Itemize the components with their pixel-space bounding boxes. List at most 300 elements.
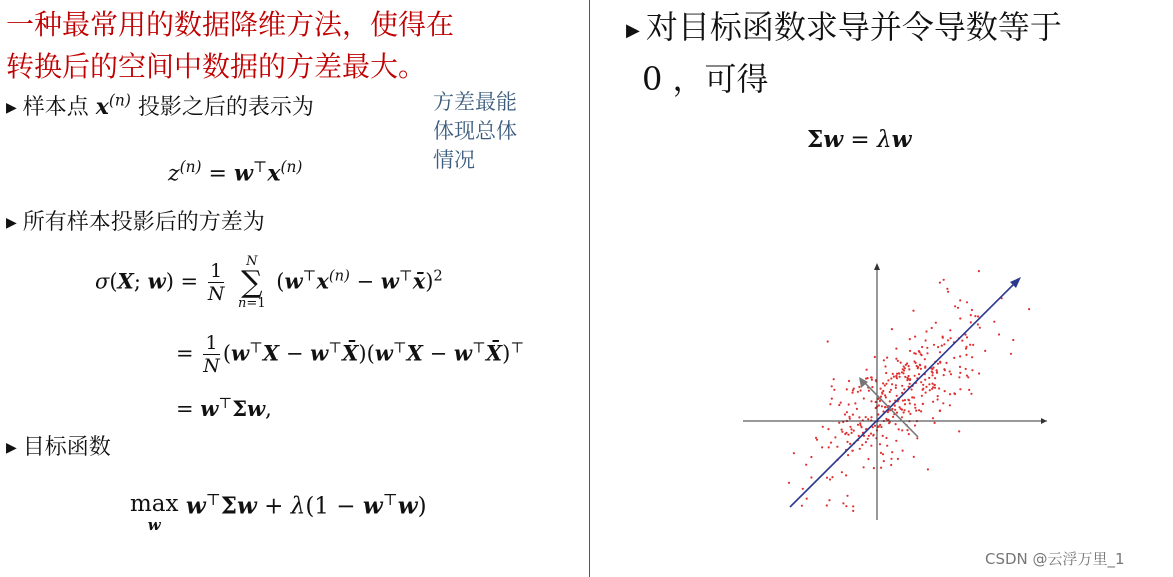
scatter-point	[945, 362, 947, 364]
scatter-point	[953, 357, 955, 359]
scatter-point	[921, 395, 923, 397]
scatter-point	[934, 422, 936, 424]
scatter-point	[805, 464, 807, 466]
scatter-point	[861, 426, 863, 428]
scatter-point	[884, 406, 886, 408]
scatter-point	[942, 402, 944, 404]
scatter-point	[908, 375, 910, 377]
scatter-point	[845, 474, 847, 476]
scatter-point	[966, 301, 968, 303]
bullet-sample-prefix: 样本点	[22, 95, 96, 120]
scatter-point	[903, 369, 905, 371]
scatter-point	[793, 452, 795, 454]
scatter-point	[908, 410, 910, 412]
scatter-point	[904, 376, 906, 378]
scatter-point	[858, 416, 860, 418]
scatter-point	[875, 401, 877, 403]
scatter-point	[932, 386, 934, 388]
scatter-point	[904, 399, 906, 401]
scatter-point	[858, 435, 860, 437]
intro-line-2: 转换后的空间中数据的方差最大。	[6, 50, 427, 83]
right-bullet	[626, 4, 1062, 102]
scatter-point	[932, 417, 934, 419]
x-axis-arrow-icon	[1041, 418, 1047, 424]
scatter-point	[1012, 339, 1014, 341]
scatter-point	[883, 460, 885, 462]
scatter-point	[914, 375, 916, 377]
scatter-point	[858, 386, 860, 388]
scatter-point	[889, 391, 891, 393]
scatter-point	[895, 358, 897, 360]
scatter-point	[924, 358, 926, 360]
scatter-point	[821, 446, 823, 448]
scatter-point	[921, 354, 923, 356]
scatter-point	[879, 424, 881, 426]
scatter-point	[925, 392, 927, 394]
scatter-point	[880, 467, 882, 469]
scatter-point	[898, 428, 900, 430]
variance-formula-line-1: σ(X; w) = $\frac{1}{N}$ N ∑ n=1 ($w^⊤x^{(n)}$ − w⊤x̄)$^2$	[95, 254, 443, 311]
scatter-point	[854, 402, 856, 404]
scatter-point	[959, 355, 961, 357]
eigen-equation: Σw = λw	[807, 126, 912, 153]
intro-line-1: 一种最常用的数据降维方法，使得在	[6, 8, 455, 41]
scatter-point	[878, 426, 880, 428]
scatter-point	[865, 441, 867, 443]
scatter-point	[932, 401, 934, 403]
scatter-point	[895, 440, 897, 442]
scatter-point	[846, 388, 848, 390]
scatter-point	[901, 416, 903, 418]
scatter-point	[806, 498, 808, 500]
scatter-point	[842, 502, 844, 504]
scatter-point	[919, 364, 921, 366]
scatter-point	[954, 305, 956, 307]
scatter-point	[949, 404, 951, 406]
scatter-point	[913, 456, 915, 458]
scatter-point	[916, 365, 918, 367]
scatter-point	[857, 391, 859, 393]
scatter-point	[890, 377, 892, 379]
scatter-point	[852, 389, 854, 391]
scatter-point	[831, 385, 833, 387]
scatter-point	[852, 414, 854, 416]
scatter-point	[898, 372, 900, 374]
scatter-point	[926, 352, 928, 354]
scatter-point	[841, 429, 843, 431]
scatter-point	[848, 403, 850, 405]
scatter-point	[914, 407, 916, 409]
scatter-point	[911, 388, 913, 390]
right-bullet-line-1	[626, 4, 1062, 56]
scatter-point	[939, 282, 941, 284]
scatter-point	[925, 339, 927, 341]
scatter-point	[815, 437, 817, 439]
scatter-point	[937, 363, 939, 365]
scatter-point	[943, 279, 945, 281]
scatter-point	[954, 393, 956, 395]
scatter-point	[1028, 308, 1030, 310]
scatter-point	[906, 379, 908, 381]
scatter-point	[959, 317, 961, 319]
scatter-point	[894, 405, 896, 407]
scatter-point	[816, 439, 818, 441]
scatter-point	[908, 365, 910, 367]
scatter-point	[939, 351, 941, 353]
scatter-point	[873, 434, 875, 436]
bullet-sample-projection	[6, 90, 314, 121]
scatter-point	[965, 354, 967, 356]
scatter-point	[961, 340, 963, 342]
scatter-point	[884, 394, 886, 396]
scatter-point	[959, 299, 961, 301]
scatter-point	[885, 372, 887, 374]
scatter-point	[838, 422, 840, 424]
scatter-point	[947, 291, 949, 293]
scatter-point	[944, 390, 946, 392]
scatter-point	[974, 315, 976, 317]
scatter-point	[851, 450, 853, 452]
scatter-point	[810, 476, 812, 478]
scatter-point	[874, 425, 876, 427]
scatter-point	[827, 340, 829, 342]
scatter-point	[977, 323, 979, 325]
scatter-point	[944, 369, 946, 371]
scatter-point	[802, 488, 804, 490]
variance-formula-line-2: = $\frac{1}{N}$ (w⊤X − w⊤X̄)(w⊤X − w⊤X̄)⊤	[176, 332, 525, 377]
scatter-point	[970, 321, 972, 323]
scatter-point	[901, 371, 903, 373]
scatter-point	[828, 499, 830, 501]
scatter-point	[863, 397, 865, 399]
scatter-point	[943, 374, 945, 376]
scatter-point	[840, 402, 842, 404]
scatter-point	[971, 369, 973, 371]
scatter-point	[922, 388, 924, 390]
scatter-point	[984, 350, 986, 352]
side-note-line-2: 体现总体	[433, 119, 517, 143]
scatter-point	[912, 310, 914, 312]
scatter-point	[887, 379, 889, 381]
scatter-point	[801, 505, 803, 507]
scatter-point	[889, 400, 891, 402]
scatter-point	[931, 383, 933, 385]
scatter-point	[841, 471, 843, 473]
scatter-point	[937, 346, 939, 348]
scatter-point	[938, 387, 940, 389]
scatter-point	[971, 356, 973, 358]
bullet-arrow-icon: ▶	[626, 20, 640, 41]
scatter-point	[937, 398, 939, 400]
scatter-point	[934, 377, 936, 379]
scatter-point	[886, 445, 888, 447]
scatter-point	[841, 431, 843, 433]
scatter-point	[915, 353, 917, 355]
projection-formula: $z^{(n)} = w^⊤x^{(n)}$	[168, 158, 303, 187]
scatter-point	[826, 477, 828, 479]
scatter-point	[978, 270, 980, 272]
scatter-point	[935, 322, 937, 324]
scatter-point	[833, 389, 835, 391]
scatter-point	[943, 343, 945, 345]
scatter-point	[895, 387, 897, 389]
scatter-point	[939, 362, 941, 364]
scatter-point	[914, 424, 916, 426]
scatter-point	[845, 432, 847, 434]
scatter-point	[838, 404, 840, 406]
scatter-point	[882, 435, 884, 437]
scatter-point	[959, 366, 961, 368]
scatter-point	[942, 337, 944, 339]
principal-axis-line	[790, 281, 1017, 507]
scatter-point	[870, 433, 872, 435]
scatter-point	[859, 448, 861, 450]
scatter-point	[885, 383, 887, 385]
scatter-point	[822, 426, 824, 428]
scatter-point	[845, 505, 847, 507]
scatter-point	[871, 386, 873, 388]
scatter-point	[911, 396, 913, 398]
scatter-point	[849, 426, 851, 428]
scatter-point	[903, 411, 905, 413]
pca-scatter-figure	[735, 255, 1055, 530]
scatter-point	[895, 384, 897, 386]
scatter-point	[904, 409, 906, 411]
scatter-point	[978, 372, 980, 374]
scatter-point	[901, 385, 903, 387]
column-divider	[589, 0, 590, 577]
scatter-point	[925, 330, 927, 332]
scatter-point	[906, 362, 908, 364]
scatter-point	[870, 416, 872, 418]
scatter-point	[918, 350, 920, 352]
scatter-point	[846, 441, 848, 443]
scatter-point	[909, 413, 911, 415]
scatter-point	[934, 384, 936, 386]
scatter-point	[965, 368, 967, 370]
scatter-point	[880, 452, 882, 454]
scatter-point	[936, 369, 938, 371]
scatter-point	[867, 458, 869, 460]
scatter-point	[970, 393, 972, 395]
side-note-line-3: 情况	[433, 148, 475, 172]
scatter-point	[850, 428, 852, 430]
scatter-point	[847, 454, 849, 456]
scatter-point	[830, 442, 832, 444]
scatter-point	[828, 446, 830, 448]
bullet-arrow-icon: ▶	[6, 215, 17, 231]
scatter-point	[1010, 353, 1012, 355]
scatter-point	[880, 396, 882, 398]
scatter-point	[834, 436, 836, 438]
scatter-point	[867, 418, 869, 420]
scatter-point	[915, 410, 917, 412]
scatter-point	[928, 377, 930, 379]
scatter-point	[829, 403, 831, 405]
scatter-point	[831, 476, 833, 478]
scatter-point	[900, 362, 902, 364]
scatter-point	[859, 422, 861, 424]
scatter-point	[886, 357, 888, 359]
scatter-point	[902, 400, 904, 402]
scatter-point	[914, 404, 916, 406]
scatter-point	[949, 329, 951, 331]
scatter-point	[846, 495, 848, 497]
scatter-point	[847, 434, 849, 436]
math-x-n: $x^{(n)}$	[95, 91, 131, 120]
scatter-point	[880, 388, 882, 390]
scatter-point	[879, 443, 881, 445]
scatter-point	[881, 392, 883, 394]
side-note-line-1: 方差最能	[433, 90, 517, 114]
scatter-point	[957, 307, 959, 309]
variance-formula-line-3: = w⊤Σw,	[176, 395, 272, 421]
scatter-point	[959, 388, 961, 390]
scatter-point	[853, 430, 855, 432]
scatter-point	[867, 438, 869, 440]
scatter-point	[892, 373, 894, 375]
scatter-point	[851, 432, 853, 434]
scatter-point	[909, 350, 911, 352]
scatter-point	[848, 416, 850, 418]
scatter-point	[909, 338, 911, 340]
scatter-point	[890, 389, 892, 391]
scatter-point	[970, 314, 972, 316]
scatter-point	[857, 424, 859, 426]
scatter-point	[852, 510, 854, 512]
scatter-point	[929, 389, 931, 391]
scatter-point	[903, 365, 905, 367]
scatter-point	[993, 321, 995, 323]
scatter-point	[914, 336, 916, 338]
scatter-point	[844, 413, 846, 415]
scatter-point	[920, 368, 922, 370]
scatter-point	[846, 411, 848, 413]
scatter-point	[829, 478, 831, 480]
scatter-point	[918, 409, 920, 411]
scatter-point	[922, 384, 924, 386]
scatter-point	[865, 416, 867, 418]
scatter-point	[888, 422, 890, 424]
scatter-point	[971, 309, 973, 311]
scatter-point	[924, 379, 926, 381]
scatter-point	[897, 360, 899, 362]
scatter-point	[959, 372, 961, 374]
scatter-point	[881, 405, 883, 407]
scatter-point	[871, 379, 873, 381]
right-bullet-line-2: 0 ，可得	[642, 60, 769, 98]
scatter-point	[917, 367, 919, 369]
scatter-point	[965, 346, 967, 348]
scatter-point	[969, 344, 971, 346]
scatter-point	[998, 333, 1000, 335]
scatter-point	[884, 365, 886, 367]
scatter-point	[937, 395, 939, 397]
scatter-point	[890, 458, 892, 460]
scatter-point	[827, 428, 829, 430]
scatter-point	[977, 315, 979, 317]
scatter-point	[941, 345, 943, 347]
objective-formula: max w w⊤Σw + λ(1 − w⊤w)	[130, 490, 427, 534]
scatter-point	[883, 359, 885, 361]
scatter-point	[950, 337, 952, 339]
scatter-point	[922, 403, 924, 405]
scatter-point	[949, 393, 951, 395]
scatter-point	[931, 374, 933, 376]
scatter-point	[934, 387, 936, 389]
scatter-point	[868, 390, 870, 392]
scatter-point	[897, 458, 899, 460]
scatter-point	[874, 356, 876, 358]
scatter-point	[947, 339, 949, 341]
scatter-point	[831, 398, 833, 400]
scatter-point	[891, 383, 893, 385]
scatter-point	[925, 386, 927, 388]
scatter-point	[968, 389, 970, 391]
scatter-point	[931, 327, 933, 329]
scatter-point	[865, 378, 867, 380]
scatter-point	[979, 327, 981, 329]
scatter-point	[890, 464, 892, 466]
scatter-point	[878, 404, 880, 406]
bullet-variance-text: 所有样本投影后的方差为	[22, 210, 265, 235]
scatter-point	[936, 371, 938, 373]
scatter-point	[885, 396, 887, 398]
scatter-point	[972, 344, 974, 346]
right-bullet-text-1: 对目标函数求导并令导数等于	[645, 8, 1062, 46]
scatter-point	[966, 375, 968, 377]
scatter-point	[848, 380, 850, 382]
scatter-point	[860, 389, 862, 391]
scatter-point	[916, 437, 918, 439]
scatter-point	[851, 392, 853, 394]
bullet-objective	[6, 430, 111, 461]
intro-text	[6, 4, 566, 88]
scatter-point	[908, 433, 910, 435]
scatter-point	[926, 347, 928, 349]
scatter-point	[924, 367, 926, 369]
scatter-point	[868, 435, 870, 437]
scatter-point	[902, 450, 904, 452]
scatter-point	[904, 403, 906, 405]
scatter-point	[896, 395, 898, 397]
scatter-point	[880, 426, 882, 428]
scatter-point	[933, 344, 935, 346]
scatter-point	[896, 412, 898, 414]
scatter-point	[856, 408, 858, 410]
scatter-point	[836, 446, 838, 448]
scatter-point	[892, 416, 894, 418]
scatter-point	[788, 482, 790, 484]
scatter-point	[901, 429, 903, 431]
scatter-point	[946, 288, 948, 290]
scatter-point	[849, 443, 851, 445]
bullet-variance	[6, 205, 265, 236]
watermark: CSDN @云浮万里_1	[985, 550, 1125, 568]
scatter-point	[903, 388, 905, 390]
scatter-point	[906, 429, 908, 431]
scatter-point	[958, 376, 960, 378]
scatter-point	[866, 369, 868, 371]
scatter-point	[882, 382, 884, 384]
scatter-point	[950, 373, 952, 375]
scatter-point	[884, 384, 886, 386]
scatter-point	[891, 451, 893, 453]
scatter-point	[967, 376, 969, 378]
scatter-point	[932, 367, 934, 369]
scatter-point	[893, 376, 895, 378]
scatter-point	[873, 467, 875, 469]
